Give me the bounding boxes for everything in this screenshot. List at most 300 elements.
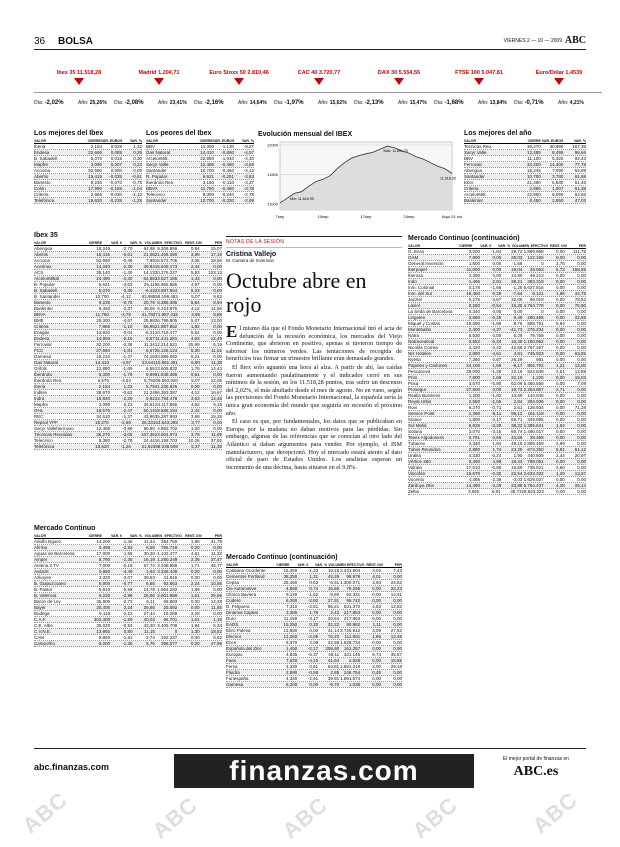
table-cell: 0,552 [468,339,481,344]
table-cell: 1.490.017 [523,429,544,434]
table-cell: 11,95 [211,432,222,437]
table-cell: -2,61 [307,676,319,681]
table-cell: 0,00 [556,303,565,308]
table-cell: 11,300 [200,144,214,149]
table-cell: 144.945 [527,393,544,398]
table-cell: -4,49 [122,569,133,574]
table-cell: 9,230 [98,300,111,305]
table-cell: 1,90 [513,453,523,458]
table-cell: 0,00 [556,285,565,290]
table-cell: 8,000 [98,641,111,646]
table-cell: 64,99 [574,168,586,173]
table-cell: 6,826 [468,423,481,428]
table-cell: 11,65 [211,605,222,610]
table-title: Los mejores del Ibex [34,130,104,137]
table-cell: 0,007 [110,162,122,167]
y-tick-label: 12000 [266,142,278,148]
table-cell: B. Santander [34,294,61,299]
table-cell: -3,78 [120,312,131,317]
column-header: CIERRE [276,563,290,567]
table-cell: 5,07 [190,318,200,323]
table-cell: 1.180.962 [523,339,544,344]
table-cell: 0,00 [492,261,502,266]
table-cell: -3,64 [120,378,131,383]
table-cell: 217.853 [343,610,361,615]
table-cell: 64,81 [327,664,340,669]
table-cell: 4,12 [190,390,200,395]
table-cell: 798.051 [527,459,544,464]
table-cell: 2,154 [90,144,102,149]
table-cell: Natraceutical [408,339,435,344]
table-cell: 32,200 [527,162,541,167]
table-cell: 8,79 [145,384,155,389]
table-cell: Clínica Baviera [226,592,257,597]
table-cell: 1,01 [190,617,200,622]
table-cell: -2,39 [490,477,502,482]
table-cell: C.A.F. [34,617,47,622]
table-cell: 19,04 [511,267,523,272]
table-cell: 14,410 [200,150,214,155]
table-cell: 79.265 [346,586,361,591]
table-cell: Faes [226,658,237,663]
table-cell: 5,30 [190,348,200,353]
table-cell: 0,87 [492,357,502,362]
table-cell: 6,19 [213,342,222,347]
table-cell: 22,19 [511,375,523,380]
table-cell: 7,99 [145,258,155,263]
table-cell: 3,63 [190,396,200,401]
table-cell: 1,85 [372,634,382,639]
table-cell: 0,00 [577,279,586,284]
table-cell: 11,760 [200,186,214,191]
table-cell: 22,54 [511,471,523,476]
table-cell: ACS [34,270,44,275]
table-title: Ibex 35 [34,232,58,239]
table-cell: 1,16 [213,617,222,622]
table-cell: 27,500 [466,387,481,392]
table-cell: 30.276.227 [154,270,178,275]
table-cell: 8,75 [513,321,523,326]
index-day-change: Día: -1,97% [274,100,304,106]
table-cell: 3,150 [202,180,214,185]
table-cell: 13,820 [96,330,111,335]
table-cell: 2,20 [190,611,200,616]
table-cell: 45,77 [210,563,222,568]
table-cell: 1,43 [190,276,200,281]
best-ibex-table [34,131,142,204]
table-cell: 11,38 [211,360,222,365]
table-cell: 0,085 [110,150,122,155]
table-cell: 1,89 [190,587,200,592]
table-cell: Tavex Algodonera [408,435,444,440]
table-cell: 26.799.805 [154,318,178,323]
table-cell: -1,62 [307,592,319,597]
index-year-change: Año: 15,47% [398,100,427,106]
index-divider [34,92,122,93]
table-cell: 11,760 [95,312,109,317]
table-cell: 2,61 [513,405,523,410]
column-header: VAR. EUROS [100,139,123,143]
table-cell: 0,74 [309,586,319,591]
table-cell: EADS [226,622,239,627]
table-cell: BBVA [34,312,46,317]
table-cell: 21,52 [141,444,153,449]
table-cell: 5,07 [191,378,200,383]
table-cell: 32,200 [96,342,111,347]
table-cell: 0,00 [556,345,565,350]
table-cell: 8,88 [213,312,222,317]
table-cell: 4,83 [372,604,382,609]
table-cell: -8,60 [328,592,340,597]
table-cell: 209.593.920 [152,378,178,383]
table-cell: 5,82 [145,396,155,401]
table-cell: -2,30 [122,264,133,269]
table-cell: 0,00 [393,646,402,651]
table-cell: 3.767.467 [523,345,544,350]
table-cell: 0,761 [468,435,481,440]
table-cell: 292.237 [160,635,178,640]
table-cell: 41.235.825 [154,384,178,389]
table-cell: Bankinter [34,306,54,311]
table-cell: 62,09 [511,381,523,386]
column-header: VALOR [226,563,238,567]
x-tick-label: 10sep [317,214,329,219]
table-cell: 284.936 [527,399,544,404]
table-cell: 0,63 [309,580,319,585]
column-header: EFECTIVO [530,244,549,248]
table-cell: 1,200 [468,393,481,398]
table-cell: 22,58 [574,315,586,320]
table-cell: 9,140 [285,592,298,597]
table-cell: -5,37 [307,652,319,657]
table-cell: Miquel y Costas [408,321,441,326]
table-cell: 25.592 [163,605,178,610]
table-cell: 0,00 [372,682,382,687]
table-cell: 2.633.332 [523,471,544,476]
table-cell: Gamesa [226,682,244,687]
table-cell: 0,00 [577,429,586,434]
table-cell: 822.849 [527,369,544,374]
table-cell: 2.601.988 [157,593,178,598]
table-cell: 5,33 [190,288,200,293]
index-card [274,70,364,118]
table-row [226,682,402,688]
column-header: PER [214,241,222,245]
table-cell: 0 [541,261,544,266]
table-cell: 0,00 [556,339,565,344]
table-cell: 18,18 [327,568,340,573]
table-cell: 22,23 [390,586,402,591]
table-cell: 0,00 [556,309,565,314]
table-cell: 2,990 [285,670,298,675]
table-cell: 1.889.868 [523,249,544,254]
table-cell: Codere [226,598,241,603]
table-cell: 981 [536,357,544,362]
table-cell: 6,79 [144,378,153,383]
table-cell: 1.828.734 [340,640,361,645]
column-header: VAR. % [573,139,586,143]
table-cell: 0,00 [492,333,502,338]
table-cell: 26.126.124 [154,348,178,353]
table-cell: Telecinco [146,192,165,197]
table-cell: Inm. Colonial [408,285,435,290]
table-cell: Montebalito [408,327,432,332]
table-cell: -2,69 [120,420,131,425]
table-cell: 8,62 [213,635,222,640]
table-cell: 35,900 [96,599,111,604]
table-cell: 27,660 [96,348,111,353]
watermark-text: ABC [17,786,73,839]
column-header: CIERRE [88,534,102,538]
table-cell: 3.726.912 [340,628,361,633]
table-cell: 14,410 [95,360,110,365]
column-header: CIERRE [88,241,102,245]
table-cell: 688.761 [527,321,544,326]
table-cell: Campofrío [34,641,56,646]
table-cell: 0,00 [492,255,502,260]
table-cell: 78,52 [574,297,586,302]
table-cell: 24,44 [143,438,155,443]
table-cell: 0,00 [556,417,565,422]
table-cell: Gamesa [34,354,52,359]
table-cell: 0,00 [190,545,200,550]
table-cell: -1,25 [512,285,523,290]
table-cell: CAM [34,635,44,640]
table-cell: ArcelorMitt. [464,192,487,197]
table-cell: 25,98 [143,318,155,323]
table-cell: -0,070 [109,180,122,185]
table-cell: 26,29 [511,357,523,362]
table-cell: 14,200 [96,539,111,544]
table-cell: 12,880 [96,366,111,371]
table-cell: 0,00 [577,435,586,440]
table-cell: 0,028 [110,144,122,149]
table-cell: Acciona [34,168,51,173]
table-cell: 1,68 [123,551,133,556]
table-cell: 6,11 [146,599,155,604]
column-header: VAR. % [241,139,255,143]
table-cell: 0,00 [577,339,586,344]
table-cell: 29,18 [390,664,402,669]
table-cell: 1,76 [190,366,200,371]
table-cell: 98,66 [574,150,586,155]
table-cell: 11,38 [211,444,222,449]
table-cell: 5.764.437 [523,483,544,488]
table-cell: B. Sabadell [34,156,58,161]
index-day-change: Día: -2,08% [114,100,144,106]
table-cell: 0,00 [556,249,565,254]
index-card [34,70,124,118]
table-cell: 14,400 [549,162,564,167]
table-cell: 8,49 [513,315,523,320]
table-cell: -4,57 [243,150,254,155]
table-cell: Pescanova [408,369,431,374]
table-cell: 1,450 [285,646,298,651]
table-cell: Sol Meliá [408,423,427,428]
column-header: VALOR [464,139,476,143]
table-cell: 745.823 [527,351,544,356]
table-cell: Mapfre [34,162,49,167]
table-cell: 0,00 [213,575,222,580]
table-cell: 38,22 [511,423,523,428]
table-cell: 1,007 [552,186,564,191]
table-cell: 39,83 [143,264,155,269]
ad-right-brand[interactable]: ABC.es [513,764,559,779]
article-paragraph: El caso es que, por fundamentales, los datos que se publicaban en Europa por la mañana no daban motivos para las pérdidas. Sin embargo, algunas de las referencias que se conocían al otro lado del Atlántico sí daban argumentos para vender. Por ejemplo, el ISM manufacturero, que decepcionó. Hoy el mercado estará atento al dato oficial de paro de Estados Unidos. Los analistas esperan un incremento de una décima, hasta situarse en el 9,8%. [226,418,402,471]
table-cell: 208,60 [325,646,340,651]
table-cell: 12.214.521 [154,342,178,347]
table-cell: -0,62 [122,390,133,395]
table-cell: 9,15 [213,402,222,407]
table-cell: 161.119 [527,411,544,416]
table-cell: Enagás [34,330,50,335]
table-cell: 1.225 [532,375,544,380]
table-cell: 28,72 [511,249,523,254]
table-cell: 27,52 [390,628,402,633]
table-cell: 0,00 [577,273,586,278]
index-year-change: Año: 23,41% [158,100,187,106]
table-cell: 0,00 [372,598,382,603]
table-cell: -0,251 [221,174,234,179]
table-cell: 31,78 [210,539,222,544]
table-cell: 1.132.477 [157,551,178,556]
table-cell: 12,05 [210,378,222,383]
section-title: BOLSA [58,36,93,47]
table-cell: 36,73 [510,489,522,494]
table-cell: 68.883 [163,599,178,604]
index-card [434,70,524,118]
table-cell: -3,15 [490,429,502,434]
table-cell: Jazztel [408,297,423,302]
table-cell: 41,84 [327,658,340,663]
column-header: EFECTIVO [164,534,182,538]
table-cell: 7,310 [285,604,298,609]
table-cell: 0,00 [213,426,222,431]
table-cell: 3,550 [468,489,480,494]
index-name-value: Madrid 1.204,71 [138,70,180,76]
table-cell: 18,52 [210,629,222,634]
table-cell: 47,03 [574,198,586,203]
table-cell: Abertis [34,174,49,179]
table-cell: 11,15 [143,629,155,634]
table-cell: 0,00 [577,459,586,464]
table-cell: 6,300 [98,372,111,377]
table-cell: 11,100 [527,156,541,161]
table-cell: 23,89 [511,483,523,488]
table-cell: 28,03 [511,255,523,260]
table-cell: 4,330 [468,453,481,458]
table-cell: 0,00 [133,168,142,173]
article-paragraph: El mismo día que el Fondo Monetario Internacional tiró el acta de defunción de la recesión económica, los mercados del Viejo Continente, que abrieron en positivo, apenas si tuvieron tiempo de saborear los números verdes. Las tentaciones de recogida de beneficios tras firmar un trimestre brillante eran demasiado grandes. [226,322,402,363]
table-cell: 2,84 [513,399,523,404]
table-cell: 24,100 [466,363,481,368]
table-cell: Santander [146,198,167,203]
table-cell: 22,950 [527,192,541,197]
table-cell: B. Guipuzcoano [34,581,67,586]
table-cell: -2,70 [122,246,133,251]
table-cell: 13,00 [574,363,586,368]
table-cell: -0,61 [122,252,133,257]
table-cell: -3,67 [490,297,502,302]
table-cell: -2,78 [243,192,254,197]
table-cell: -2,29 [490,483,502,488]
table-cell: -0,24 [490,453,502,458]
table-cell: 0,00 [213,330,222,335]
table-cell: 32,22 [327,622,340,627]
table-cell: Ebro [464,180,474,185]
table-cell: 0,00 [577,285,586,290]
table-cell: 23.887.564 [154,288,178,293]
table-cell: -2,47 [122,408,133,413]
table-cell: 1,78 [309,610,319,615]
table-cell: 0,00 [556,477,565,482]
table-cell: 3,090 [90,162,102,167]
table-cell: Abengoa [34,246,53,251]
table-cell: -4,67 [122,318,133,323]
table-cell: R. Popular [146,174,168,179]
table-row [146,198,254,204]
index-day-change: Día: -2,02% [34,100,64,106]
table-cell: 21.406.390 [154,252,178,257]
index-divider [434,92,522,93]
ad-right-tagline: El mejor portal de finanzas en [502,756,570,762]
table-cell: 398.577 [160,641,178,646]
table-cell: 0,00 [577,327,586,332]
table-cell: 6,830 [552,180,564,185]
table-cell: -0,75 [131,180,142,185]
table-cell: 74,18 [143,354,155,359]
table-cell: 0,00 [556,255,565,260]
table-cell: 0,00 [213,264,222,269]
table-cell: 6,621 [98,282,111,287]
table-cell: 8,450 [98,306,111,311]
table-cell: 7,000 [98,563,111,568]
table-cell: 5,84 [190,300,200,305]
table-cell: 10,56 [210,581,222,586]
table-cell: 246.754 [343,670,361,675]
table-cell: Azkoyen [34,575,52,580]
table-cell: 2,85 [330,670,340,675]
table-cell: 8,58 [146,545,155,550]
table-cell: 16,670 [466,471,481,476]
table-cell: Service Point [408,411,435,416]
table-cell: -1,79 [122,372,133,377]
table-cell: -0,16 [122,336,133,341]
table-cell: 19,450 [466,291,481,296]
index-day-change: Día: -2,16% [194,100,224,106]
watermark-text: ABC [277,791,333,844]
finanzas-ad-banner[interactable] [34,748,586,800]
table-cell: 17,19 [210,252,222,257]
table-cell: 10,700 [527,174,541,179]
table-cell: Iberosa [408,273,424,278]
column-header: VAR. % [314,563,328,567]
table-cell: 61,68 [574,174,586,179]
ad-center-brand[interactable]: finanzas.com [174,754,474,788]
ad-left-url[interactable]: abc.finanzas.com [34,762,110,772]
table-cell: 1.385.541 [523,423,544,428]
index-name-value: FTSE 100 5.047,81 [455,70,503,76]
index-name-value: CAC 40 3.720,77 [297,70,341,76]
table-cell: 0,00 [372,616,382,621]
table-cell: 0,00 [556,393,565,398]
table-cell: 3,000 [468,249,481,254]
table-cell: 6,29 [513,333,523,338]
table-cell: -41,73 [509,327,523,332]
table-cell: B. Valencia [34,593,57,598]
table-cell: Zeltia [408,489,420,494]
table-cell: 4,97 [190,282,200,287]
